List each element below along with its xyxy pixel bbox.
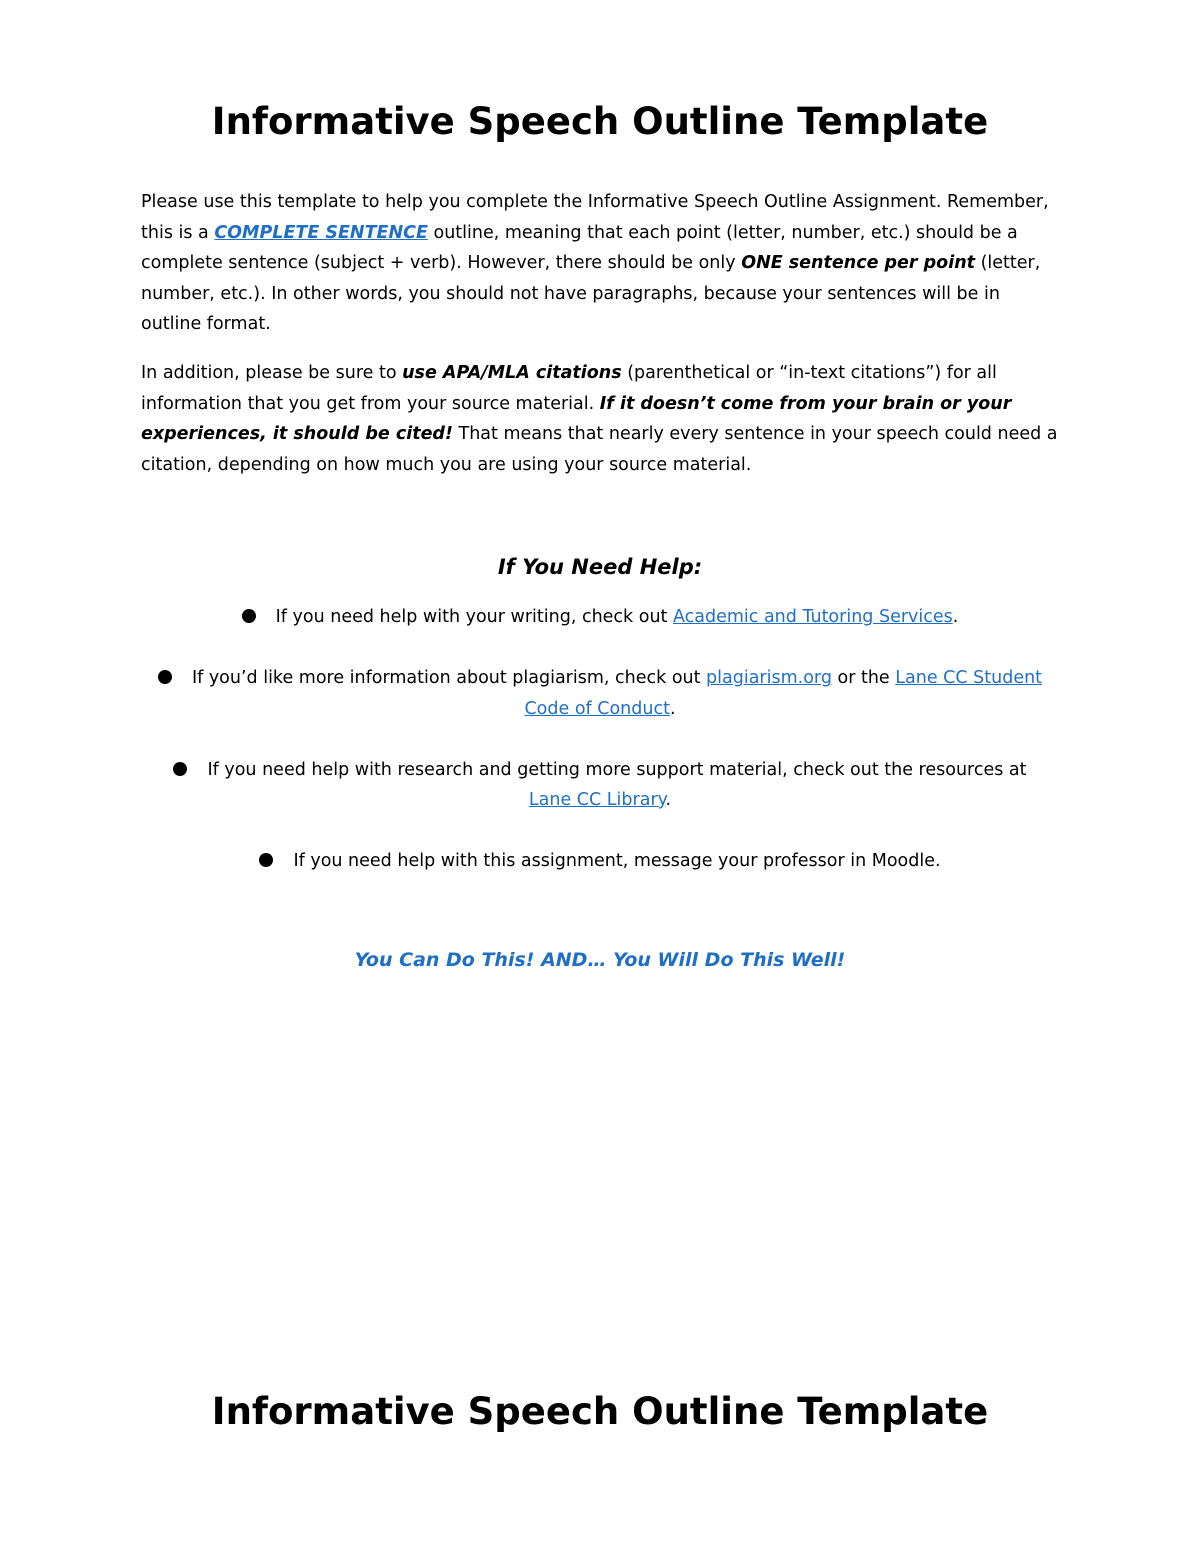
intro-text: (parenthetical or “in-text citations”) for all information that you get from your source material.	[141, 363, 997, 414]
help-item-text: .	[665, 790, 672, 810]
help-item-research	[150, 755, 1050, 816]
bullet-icon	[259, 853, 273, 867]
intro-paragraph-2	[141, 358, 1061, 480]
closing-message: You Can Do This! AND… You Will Do This Well!	[354, 949, 846, 971]
emphasis-text: ONE sentence per point	[741, 253, 976, 273]
help-item-writing	[150, 602, 1050, 633]
bullet-icon	[158, 670, 172, 684]
bullet-icon	[242, 609, 256, 623]
library-link[interactable]: Lane CC Library	[528, 790, 666, 810]
help-item-text: .	[669, 698, 676, 719]
help-item-text: or the	[831, 668, 896, 688]
plagiarism-org-link[interactable]: plagiarism.org	[706, 668, 832, 688]
intro-text: outline, meaning that each point (letter, number, etc.) should be a complete sentence (subject + verb). However, there should be only	[141, 222, 1018, 273]
help-item-text: If you need help with your writing, check out	[275, 607, 673, 627]
help-list	[0, 602, 1200, 907]
help-item-text: If you’d like more information about plagiarism, check out	[191, 668, 707, 688]
intro-text: Please use this template to help you complete the Informative Speech Outline Assignment. Remember, this is a	[141, 192, 1049, 243]
complete-sentence-link[interactable]: COMPLETE SENTENCE	[214, 222, 428, 243]
intro-paragraph-1	[141, 187, 1061, 340]
help-item-plagiarism	[150, 663, 1050, 724]
intro-text: (letter, number, etc.). In other words, you should not have paragraphs, because your sentences will be in outline format.	[141, 253, 1041, 334]
help-item-text: If you need help with this assignment, message your professor in Moodle.	[293, 851, 941, 871]
tutoring-services-link[interactable]: Academic and Tutoring Services	[672, 607, 953, 627]
help-heading: If You Need Help:	[497, 555, 703, 579]
bullet-icon	[173, 762, 187, 776]
emphasis-text: use APA/MLA citations	[402, 363, 622, 383]
page-title-repeat: Informative Speech Outline Template	[211, 1390, 989, 1433]
intro-text: In addition, please be sure to	[141, 363, 403, 383]
code-of-conduct-link[interactable]: Lane CC Student Code of Conduct	[524, 668, 1043, 719]
help-item-text: .	[952, 607, 959, 627]
emphasis-text: If it doesn’t come from your brain or your experiences, it should be cited!	[141, 393, 1012, 444]
help-item-text: If you need help with research and getting more support material, check out the resources at	[207, 759, 1027, 780]
page-title: Informative Speech Outline Template	[211, 100, 989, 143]
intro-text: That means that nearly every sentence in your speech could need a citation, depending on how much you are using your source material.	[141, 424, 1058, 475]
help-item-assignment	[150, 846, 1050, 877]
